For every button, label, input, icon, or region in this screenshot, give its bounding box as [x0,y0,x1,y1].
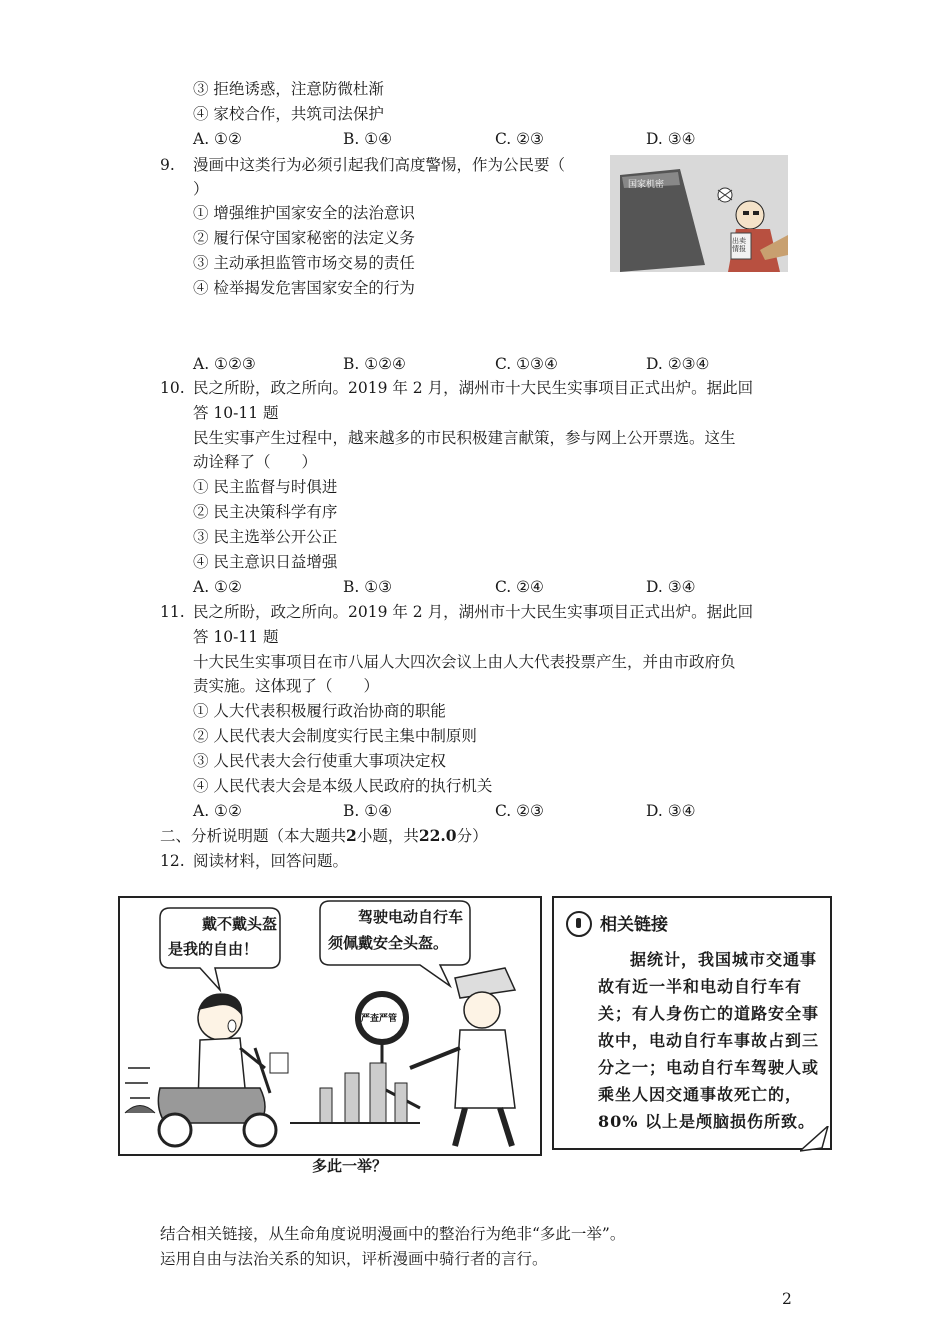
q10-option-b[interactable]: B. ①③ [343,578,393,596]
q9-cartoon-svg [610,155,788,272]
q10-option-a[interactable]: A. ①② [193,578,242,596]
q10-options [193,577,753,597]
related-link-body: 据统计，我国城市交通事故有近一半和电动自行车有关；有人身伤亡的道路安全事故中，电动自行车事故占到三分之一；电动自行车驾驶人或乘坐人因交通事故死亡的，80% 以上是颅脑损伤所致。 [598,950,820,1131]
q10-item-3: ③ 民主选举公开公正 [193,528,338,546]
q10-option-c[interactable]: C. ②④ [495,578,544,596]
rider-bubble-line-1: 戴不戴头盔 [202,915,278,933]
q11-option-b[interactable]: B. ①④ [343,802,393,820]
related-link-icon [566,911,592,937]
q11-option-c[interactable]: C. ②③ [495,802,544,820]
q9-cartoon-image [610,155,788,272]
q9-option-a[interactable]: A. ①②③ [193,355,256,373]
sign-text: 严查严管 [361,1014,398,1024]
police-bubble-line-1: 驾驶电动自行车 [358,908,464,926]
q9-item-4: ④ 检举揭发危害国家安全的行为 [193,279,415,297]
police-bubble-line-2: 须佩戴安全头盔。 [328,934,449,952]
q12-related-link-panel [552,896,832,1150]
q12-cartoon-panel [118,896,542,1156]
q10-item-1: ① 民主监督与时俱进 [193,478,338,496]
q11-stem-1: 民之所盼，政之所向。2019 年 2 月，湖州市十大民生实事项目正式出炉。据此回 [193,603,754,621]
q10-option-d[interactable]: D. ③④ [646,578,696,596]
q9-option-c[interactable]: C. ①③④ [495,355,558,373]
section-2-prefix: 二、分析说明题（本大题共 [160,827,347,845]
section-2-score: 22.0 [418,826,457,845]
q12-cartoon-caption: 多此一举？ [312,1157,388,1175]
q9-number: 9. [160,156,175,174]
q10-stem-2: 答 10-11 题 [193,404,279,422]
section-2-heading [160,826,488,846]
related-link-title: 相关链接 [600,915,668,935]
q12-number: 12. [160,852,185,870]
q11-option-d[interactable]: D. ③④ [646,802,696,820]
q10-stem-1: 民之所盼，政之所向。2019 年 2 月，湖州市十大民生实事项目正式出炉。据此回 [193,379,754,397]
q12-task-2: 运用自由与法治关系的知识，评析漫画中骑行者的言行。 [160,1250,548,1268]
q10-stem-4: 动诠释了（ ） [193,453,318,471]
q12-stem: 阅读材料，回答问题。 [193,852,349,870]
q10-number: 10. [160,379,185,397]
q11-stem-3: 十大民生实事项目在市八届人大四次会议上由人大代表投票产生，并由市政府负 [193,653,736,671]
q11-item-1: ① 人大代表积极履行政治协商的职能 [193,702,446,720]
q9-options [193,354,753,374]
q9-cartoon-label: 国家机密 [628,180,665,190]
q10-stem-3: 民生实事产生过程中，越来越多的市民积极建言献策，参与网上公开票选。这生 [193,429,736,447]
page-number: 2 [782,1290,792,1308]
q10-item-2: ② 民主决策科学有序 [193,503,338,521]
q9-option-b[interactable]: B. ①②④ [343,355,406,373]
q8-option-a[interactable]: A. ①② [193,130,242,148]
q11-stem-4: 责实施。这体现了（ ） [193,677,380,695]
q11-options [193,801,753,821]
q11-stem-2: 答 10-11 题 [193,628,279,646]
q9-item-3: ③ 主动承担监管市场交易的责任 [193,254,415,272]
q11-item-4: ④ 人民代表大会是本级人民政府的执行机关 [193,777,493,795]
q9-item-2: ② 履行保守国家秘密的法定义务 [193,229,415,247]
related-link-icon-dot [576,918,581,928]
q8-item-4: ④ 家校合作，共筑司法保护 [193,105,384,123]
q8-option-c[interactable]: C. ②③ [495,130,544,148]
section-2-count: 2 [346,826,357,845]
q11-item-3: ③ 人民代表大会行使重大事项决定权 [193,752,446,770]
q9-stem-end: ） [193,180,209,198]
q8-option-b[interactable]: B. ①④ [343,130,393,148]
q8-option-d[interactable]: D. ③④ [646,130,696,148]
q9-stem: 漫画中这类行为必须引起我们高度警惕，作为公民要（ [193,156,566,174]
q11-option-a[interactable]: A. ①② [193,802,242,820]
q11-item-2: ② 人民代表大会制度实行民主集中制原则 [193,727,477,745]
section-2-suffix: 分） [456,827,488,845]
q9-item-1: ① 增强维护国家安全的法治意识 [193,204,415,222]
q8-item-3: ③ 拒绝诱惑，注意防微杜渐 [193,80,384,98]
rider-bubble-line-2: 是我的自由！ [168,940,259,958]
q11-number: 11. [160,603,185,621]
page-curl-icon [800,1126,830,1156]
q9-cartoon-paper-label: 出卖情报 [732,237,746,253]
q12-task-1: 结合相关链接，从生命角度说明漫画中的整治行为绝非“多此一举”。 [160,1225,626,1243]
q9-option-d[interactable]: D. ②③④ [646,355,710,373]
q10-item-4: ④ 民主意识日益增强 [193,553,338,571]
section-2-middle: 小题，共 [356,827,419,845]
q8-options [193,129,753,149]
